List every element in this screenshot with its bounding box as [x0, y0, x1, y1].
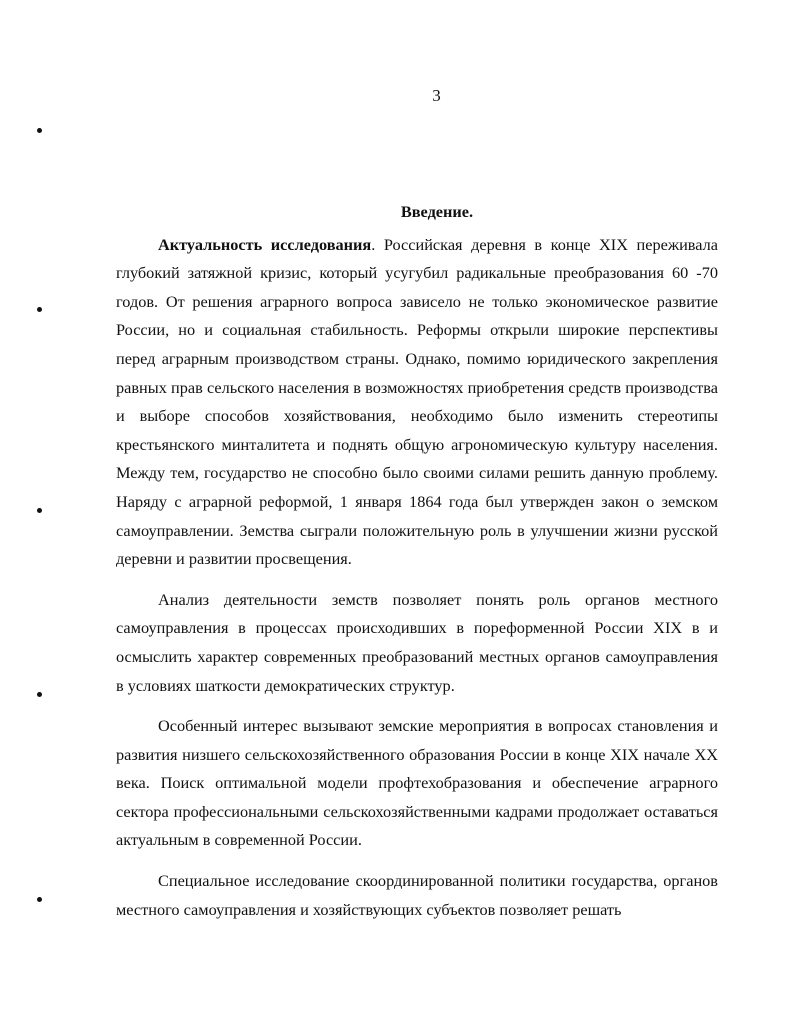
paragraph: Анализ деятельности земств позволяет понять роль органов местного самоуправления в процессах происходивших в пореформенной России XIX в и осмыслить характер современных преобразований местных органов самоуправления в условиях шаткости демократических структур.: [116, 589, 718, 695]
paragraph: Особенный интерес вызывают земские мероприятия в вопросах становления и развития низшего сельскохозяйственного образования России в конце XIX начале XX века. Поиск оптимальной модели профтехобразования и обеспечение аграрного сектора профессиональными сельскохозяйственными кадрами продолжает оставаться актуальным в современной России.: [116, 716, 718, 850]
margin-dot: [37, 307, 42, 312]
paragraph-relevance: [116, 231, 718, 574]
paragraph-lead: Актуальность исследования: [158, 234, 372, 254]
margin-dot: [37, 128, 42, 133]
paragraph-text: . Российская деревня в конце XIX переживала глубокий затяжной кризис, который усугубил радикальные преобразования 60 -70 годов. От решения аграрного вопроса зависело не только экономическое развитие России, но и социальная стабильность. Реформы открыли широкие перспективы перед аграрным производством страны. Однако, помимо юридического закрепления равных прав сельского населения в возможностях приобретения средств производства и выборе способов хозяйствования, необходимо было изменить стереотипы крестьянского минталитета и поднять общую агрономическую культуру населения. Между тем, государство не способно было своими силами решить данную проблему. Наряду с аграрной реформой, 1 января 1864 года был утвержден закон о земском самоуправлении. Земства сыграли положительную роль в улучшении жизни русской деревни и развитии просвещения.: [116, 234, 718, 569]
margin-dot: [37, 692, 42, 697]
document-body: [116, 198, 718, 924]
margin-dot: [37, 508, 42, 513]
page-number: 3: [432, 86, 441, 105]
section-heading: Введение.: [400, 202, 474, 221]
margin-dot: [37, 897, 42, 902]
paragraph: Специальное исследование скоординированной политики государства, органов местного самоуправления и хозяйствующих субъектов позволяет решать: [116, 871, 718, 919]
